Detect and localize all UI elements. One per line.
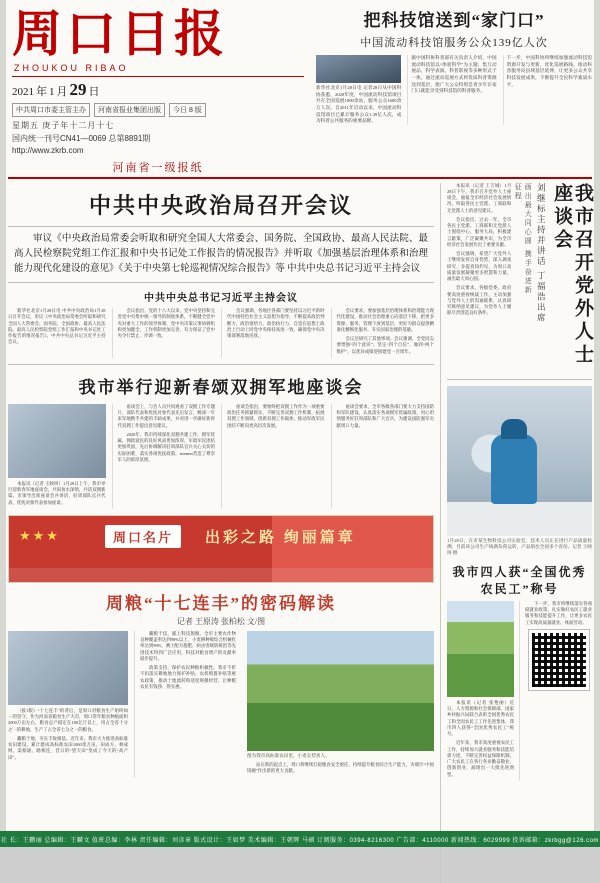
story3-column — [519, 601, 592, 781]
date-month: 1 — [49, 85, 55, 98]
feature-column — [134, 631, 236, 778]
feature-caption: 图为我市高标准农田里，小麦长势喜人。 — [247, 752, 330, 758]
feature-para-4: 站在新的起点上，周口将继续扛稳粮食安全重任，持续提升粮食综合生产能力，为端牢“中国饭碗”作出新的更大贡献。 — [247, 762, 434, 774]
story3-para-2: 下一步，我市将继续落实各项稳就业政策，扎实做好农民工就业服务和技能提升工作，让更多农民工实现高质量就业、体面劳动。 — [525, 600, 592, 625]
date-day: 29 — [69, 79, 87, 99]
lab-bench — [447, 502, 592, 536]
banner-text-2: 下一步，中国科协将继续加强流动科技馆资源开发与更新，优化巡展路线，推动科普服务向县域基层延伸，让更多公众共享科技发展成果，不断提升全民科学素质水平。 — [506, 55, 592, 87]
footer-item-2: 值班总编：李林 — [91, 837, 138, 844]
banner-text-0: 新华社北京1月28日电 记者28日从中国科协获悉，2020年度，中国流动科技馆项目共在全国巡展1800余站，服务公众1600余万人次。自2011年启动以来，中国流动科技馆项目已累计服务公众1.39亿人次，成为科普公共服务的重要品牌。 — [316, 85, 402, 124]
banner-text-1: 据中国科协科普部有关负责人介绍，中国流动科技馆以“体验科学”为主题，集互动展品、科学表演、科普影视等多种形式于一体，通过流动巡展方式将优质科普资源送到基层，使广大公众特别是青少年在家门口就能享受到科技馆的科普服务。 — [411, 55, 497, 94]
footer-item-8: 广告部：4110000 — [396, 837, 449, 844]
banner-photo — [316, 55, 401, 83]
story2-para-1: 座谈会上，与会人员共同观看了双拥工作专题片，部队代表和优抚对象代表先后发言，畅谈一年来军地携手共建的丰硕成果，并对进一步做好新时代双拥工作提出意见建议。 — [117, 403, 215, 428]
badge-0: 中共周口市委主管主办 — [12, 103, 90, 117]
feature-slogan: 出彩之路 绚丽篇章 — [205, 529, 356, 546]
divider — [8, 364, 434, 365]
page-left-edge — [0, 0, 6, 847]
feature-para-2: 藏粮于技，插上科技翅膀。全市主要农作物良种覆盖率达到98%以上，小麦耕种收综合机械化率达到99%，测土配方施肥、病虫害统防统治等先进技术得到广泛应用，科技对粮食增产的贡献率稳步提升。 — [140, 630, 236, 661]
feature-headline: 周粮“十七连丰”的密码解读 — [106, 593, 336, 613]
main-column — [8, 183, 440, 883]
story2-para-3: 座谈会指出，要始终把双拥工作作为一项重要政治任务抓紧抓实，不断完善双拥工作机制，拓展双拥工作领域，创新双拥工作载体，推动军政军民团结不断向更高层次发展。 — [227, 403, 325, 428]
right-para-0: 本报讯（记者 王吉城）1月28日下午，我市召开党外人士座谈会，通报全市经济社会发展情况，听取各民主党派、工商联和无党派人士的意见建议。 — [447, 182, 512, 213]
story2-para-4: 座谈会要求，全市各级各部门要大力支持国防和军队建设，认真落实各项拥军优属政策，用心用情服务好驻周部队和广大官兵，为建设国防强军贡献周口力量。 — [336, 403, 434, 428]
right-subhead: 刘继标主持并讲话 丁福浩出席 — [536, 182, 547, 324]
story2-para-0: 本报讯（记者 王映珂）1月28日上午，我市举行迎新春军地座谈会，共叙鱼水深情，共话双拥新篇。市领导出席座谈会并讲话，驻周部队官兵代表、优抚对象代表参加座谈。 — [8, 480, 106, 505]
lead-subtitle: 中共中央总书记习近平主持会议 — [144, 293, 298, 305]
footer-item-4: 版式设计：王如梦 — [193, 837, 246, 844]
newspaper-title: 周口日报 — [12, 6, 228, 62]
right-headline: 我市召开党外人士座谈会 — [551, 182, 593, 367]
story3-photo — [447, 601, 514, 697]
story3-para-1: 近年来，我市高度重视农民工工作，持续加大就业服务和技能培训力度，不断完善权益保障机制，广大农民工在各行各业勤奋敬业、创新创业，涌现出一大批先进典型。 — [447, 740, 514, 777]
footer-item-5: 美术编辑：王朝辉 马硕 — [247, 837, 315, 844]
banner-columns — [316, 55, 592, 125]
feature-columns — [8, 631, 434, 778]
lead-column — [221, 308, 325, 358]
banner-column — [503, 55, 592, 125]
banner-column — [407, 55, 496, 125]
issue-info: 国内统一刊号CN41—0069 总第8891期 — [12, 133, 151, 143]
story3-column — [447, 601, 514, 781]
lab-photo — [447, 386, 592, 536]
footer-item-7: 订阅服务：0394-8216300 — [317, 837, 395, 844]
lead-column — [112, 308, 216, 358]
feature-strip — [9, 568, 433, 582]
lead-column — [8, 308, 106, 358]
feature-byline: 记者 王原涛 张柏松 文/图 — [176, 616, 266, 626]
lead-para-3: 会议要求，要加强基层治理体系和治理能力现代化建设，推动社会治理重心向基层下移，把更多资源、服务、管理下放到基层，更好为群众提供精准化精细化服务，夯实国家治理的基础。 — [336, 308, 434, 332]
qr-code-icon[interactable] — [529, 630, 589, 690]
right-para-3: 会议要求，各级党委、政府要高度重视统战工作，主动加强与党外人士的沟通联系，认真研究吸纳意见建议，为党外人士履职尽责创造良好条件。 — [447, 285, 512, 316]
lead-para-1: 会议指出，党的十八大以来，党中央坚持和完善党中央集中统一领导的制度体系，不断健全党中央对重大工作的领导体制，党中央决策议事协调机构更加健全，工作机制更加完善，有力保证了党中央令行禁止、步调一致。 — [117, 308, 215, 339]
story3-para-0: 本报讯（记者 张艳丽）近日，人力资源和社会保障部、国家乡村振兴局联合表彰全国优秀农民工和全国农民工工作先进集体，我市四人获得“全国优秀农民工”称号。 — [447, 699, 514, 737]
story3-columns — [447, 601, 592, 781]
story2-column — [221, 404, 325, 509]
feature-banner — [8, 515, 434, 583]
page-right-edge — [594, 0, 600, 847]
story2-para-2: 2020年，我市持续深化双拥共建工作，拥军优属、拥政爱民的良好风尚更加浓厚，军政军民团结更加巩固，先后协调解决驻周部队官兵关心关切的实际困难，落实各项优抚政策，военно营造了尊崇军人的浓厚氛围。 — [117, 431, 215, 462]
province-line: 河南省一级报纸 — [112, 161, 204, 174]
banner-column — [316, 55, 401, 125]
feature-para-0: （接1版）“十七连丰”的背后，是周口对粮食生产始终如一的坚守。作为河南省粮食生产大市，周口常年粮食种植面积2000万亩左右，粮食总产稳定在180亿斤以上，用占全省十分之一的耕地，生产了占全省七分之一的粮食。 — [8, 707, 128, 732]
right-para-2: 会议强调，希望广大党外人士继续发挥自身优势，深入调查研究，多提真知灼见，为周口高质量发展凝聚更多智慧和力量，画出最大同心圆。 — [447, 251, 512, 281]
page-footer — [0, 831, 600, 847]
lead-para-4: 会议还研究了其他事项。会议强调，全党同志要增强“四个意识”、坚定“四个自信”、做到“两个维护”，以优异成绩迎接建党一百周年。 — [336, 336, 434, 354]
lead-deck: 审议《中央政治局常委会听取和研究全国人大常委会、国务院、全国政协、最高人民法院、最高人民检察院党组工作汇报和中央书记处工作报告的情况报告》并听取《加强基层治理体系和治理能力现代化建设的意见》《关于中央第七轮巡视情况综合报告》等 中共中央总书记习近平主持会议 — [8, 226, 434, 284]
right-kicker: 画出最大同心圆 携手奋进新征程 — [514, 182, 533, 295]
story2-column — [112, 404, 216, 509]
right-para-1: 会议指出，过去一年，全市各民主党派、工商联和无党派人士围绕中心、服务大局，积极建言献策，广泛凝聚共识，为全市经济社会发展作出了重要贡献。 — [447, 216, 512, 247]
right-column — [440, 183, 592, 883]
footer-item-0: 社 长：王鹏丽 — [1, 837, 43, 844]
badge-1: 河南省报业集团出版 — [94, 103, 165, 117]
website-url: http://www.zkrb.com — [12, 145, 84, 155]
star-icon: ★★★ — [19, 527, 60, 543]
right-vertical-head — [447, 183, 592, 373]
footer-item-1: 总编辑：王麟文 — [44, 837, 90, 844]
footer-item-10: 投诉邮箱：zkrbgg@126.com — [512, 837, 599, 844]
lead-para-0: 新华社北京1月28日电 中共中央政治局1月28日召开会议，审议《中央政治局常委会听取和研究全国人大常委会、国务院、全国政协、最高人民法院、最高人民检察院党组工作汇报和中央书记处工作报告的情况报告》。中共中央总书记习近平主持会议。 — [8, 308, 106, 345]
masthead-rule — [12, 76, 304, 77]
publication-date — [12, 80, 308, 100]
story2-headline: 我市举行迎新春颂双拥军地座谈会 — [78, 377, 364, 397]
story2-columns — [8, 404, 434, 509]
feature-photo-farm — [247, 631, 434, 751]
lead-para-2: 会议强调，各地区各部门要坚持以习近平新时代中国特色社会主义思想为指导，不断提高政治判断力、政治领悟力、政治执行力，自觉在思想上政治上行动上同党中央保持高度一致，确保党中央决策部署落地见效。 — [227, 308, 325, 339]
feature-column — [242, 631, 434, 778]
lead-column — [331, 308, 435, 358]
masthead-right — [308, 6, 592, 125]
lead-columns — [8, 308, 434, 358]
footer-item-3: 责任编辑：刘彦章 — [139, 837, 192, 844]
date-day-unit: 日 — [88, 85, 100, 98]
feature-para-3: 政策支持，保护农民种粮积极性。我市不折不扣落实耕地地力保护补贴、农机购置补贴等惠农政策，推动土地流转和适度规模经营，让种粮农民有钱挣、得实惠。 — [140, 665, 236, 689]
banner-headline: 把科技馆送到“家门口” — [363, 11, 545, 30]
masthead-badges — [12, 103, 308, 117]
date-month-unit: 月 — [56, 85, 68, 98]
footer-item-9: 新闻热线：6029999 — [450, 837, 511, 844]
story2-photo — [8, 404, 106, 478]
page-body — [8, 183, 592, 883]
date-year: 2021 — [12, 85, 34, 98]
newspaper-pinyin: ZHOUKOU RIBAO — [14, 62, 129, 73]
masthead — [8, 6, 592, 179]
right-col-text — [447, 183, 511, 320]
story2-column — [331, 404, 435, 509]
feature-para-1: 藏粮于地，夯实丰收根基。近年来，我市大力推进高标准农田建设，累计建成高标准农田1000余万亩，田成方、林成网、渠相通、路相连，昔日的“望天田”变成了今天的“高产田”。 — [8, 735, 128, 760]
lab-technician — [491, 434, 537, 504]
date-year-unit: 年 — [36, 85, 47, 98]
feature-badge: 周口名片 — [105, 525, 181, 548]
story2-column — [8, 404, 106, 509]
divider — [447, 379, 592, 380]
lab-photo-caption: 1月28日，在市某生物科技公司实验室，技术人员正在进行产品质量检测。目前该公司生产线满负荷运转，产品销往全国多个省份。记者 王映珂 摄 — [447, 537, 592, 556]
feature-photo-small — [8, 631, 128, 705]
badge-2: 今日 8 版 — [169, 103, 206, 117]
lunar-date: 星期五 庚子年十二月十七 — [12, 120, 115, 130]
story3-headline: 我市四人获“全国优秀农民工”称号 — [452, 564, 587, 596]
banner-subhead: 中国流动科技馆服务公众139亿人次 — [360, 37, 548, 49]
masthead-left — [8, 6, 308, 175]
lead-headline: 中共中央政治局召开会议 — [88, 192, 353, 218]
feature-column — [8, 631, 128, 778]
